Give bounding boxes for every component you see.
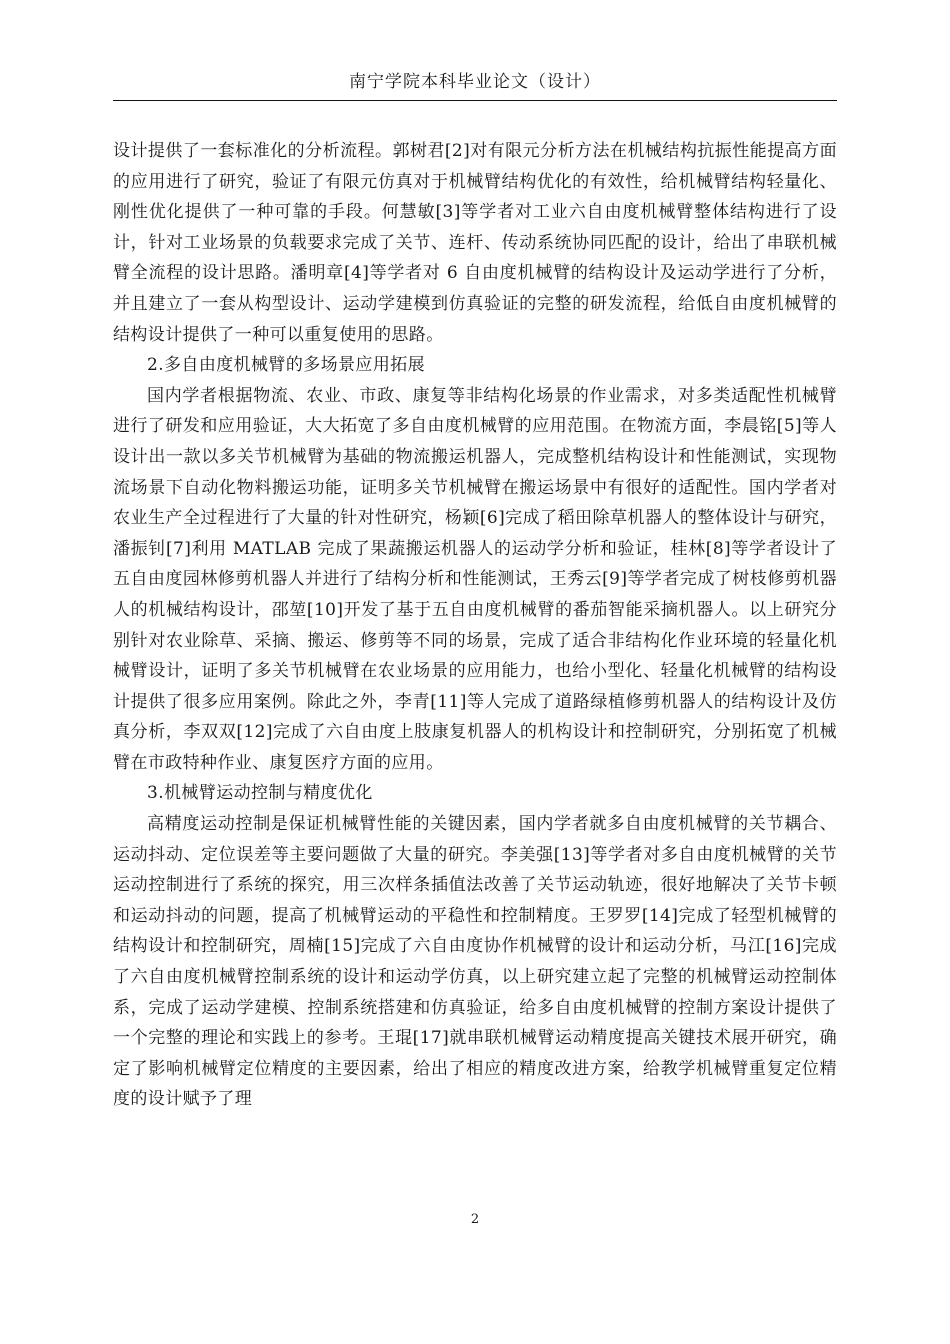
body-text (113, 136, 837, 1115)
page-number: 2 (470, 1212, 480, 1227)
paragraph-motion-control: 高精度运动控制是保证机械臂性能的关键因素，国内学者就多自由度机械臂的关节耦合、运动抖动、定位误差等主要问题做了大量的研究。李美强[13]等学者对多自由度机械臂的关节运动控制进行了系统的探究，用三次样条插值法改善了关节运动轨迹，很好地解决了关节卡顿和运动抖动的问题，提高了机械臂运动的平稳性和控制精度。王罗罗[14]完成了轻型机械臂的结构设计和控制研究，周楠[15]完成了六自由度协作机械臂的设计和运动分析，马江[16]完成了六自由度机械臂控制系统的设计和运动学仿真，以上研究建立起了完整的机械臂运动控制体系，完成了运动学建模、控制系统搭建和仿真验证，给多自由度机械臂的控制方案设计提供了一个完整的理论和实践上的参考。王琨[17]就串联机械臂运动精度提高关键技术展开研究，确定了影响机械臂定位精度的主要因素，给出了相应的精度改进方案，给教学机械臂重复定位精度的设计赋予了理 (113, 814, 837, 1110)
section-heading-2: 2.多自由度机械臂的多场景应用拓展 (147, 355, 426, 376)
paragraph-continuation: 设计提供了一套标准化的分析流程。郭树君[2]对有限元分析方法在机械结构抗振性能提高方面的应用进行了研究，验证了有限元仿真对于机械臂结构优化的有效性，给机械臂结构轻量化、刚性优化提供了一种可靠的手段。何慧敏[3]等学者对工业六自由度机械臂整体结构进行了设计，针对工业场景的负载要求完成了关节、连杆、传动系统协同匹配的设计，给出了串联机械臂全流程的设计思路。潘明章[4]等学者对 6 自由度机械臂的结构设计及运动学进行了分析，并且建立了一套从构型设计、运动学建模到仿真验证的完整的研发流程，给低自由度机械臂的结构设计提供了一种可以重复使用的思路。 (113, 141, 837, 345)
running-header: 南宁学院本科毕业论文（设计） (349, 72, 601, 92)
header-divider (113, 100, 837, 101)
section-heading-3: 3.机械臂运动控制与精度优化 (147, 783, 373, 804)
paragraph-applications: 国内学者根据物流、农业、市政、康复等非结构化场景的作业需求，对多类适配性机械臂进行了研发和应用验证，大大拓宽了多自由度机械臂的应用范围。在物流方面，李晨铭[5]等人设计出一款以多关节机械臂为基础的物流搬运机器人，完成整机结构设计和性能测试，实现物流场景下自动化物料搬运功能，证明多关节机械臂在搬运场景中有很好的适配性。国内学者对农业生产全过程进行了大量的针对性研究，杨颖[6]完成了稻田除草机器人的整体设计与研究，潘振钊[7]利用 MATLAB 完成了果蔬搬运机器人的运动学分析和验证，桂林[8]等学者设计了五自由度园林修剪机器人并进行了结构分析和性能测试，王秀云[9]等学者完成了树枝修剪机器人的机械结构设计，邵堃[10]开发了基于五自由度机械臂的番茄智能采摘机器人。以上研究分别针对农业除草、采摘、搬运、修剪等不同的场景，完成了适合非结构化作业环境的轻量化机械臂设计，证明了多关节机械臂在农业场景的应用能力，也给小型化、轻量化机械臂的结构设计提供了很多应用案例。除此之外，李青[11]等人完成了道路绿植修剪机器人的结构设计及仿真分析，李双双[12]完成了六自由度上肢康复机器人的机构设计和控制研究，分别拓宽了机械臂在市政特种作业、康复医疗方面的应用。 (113, 385, 837, 773)
